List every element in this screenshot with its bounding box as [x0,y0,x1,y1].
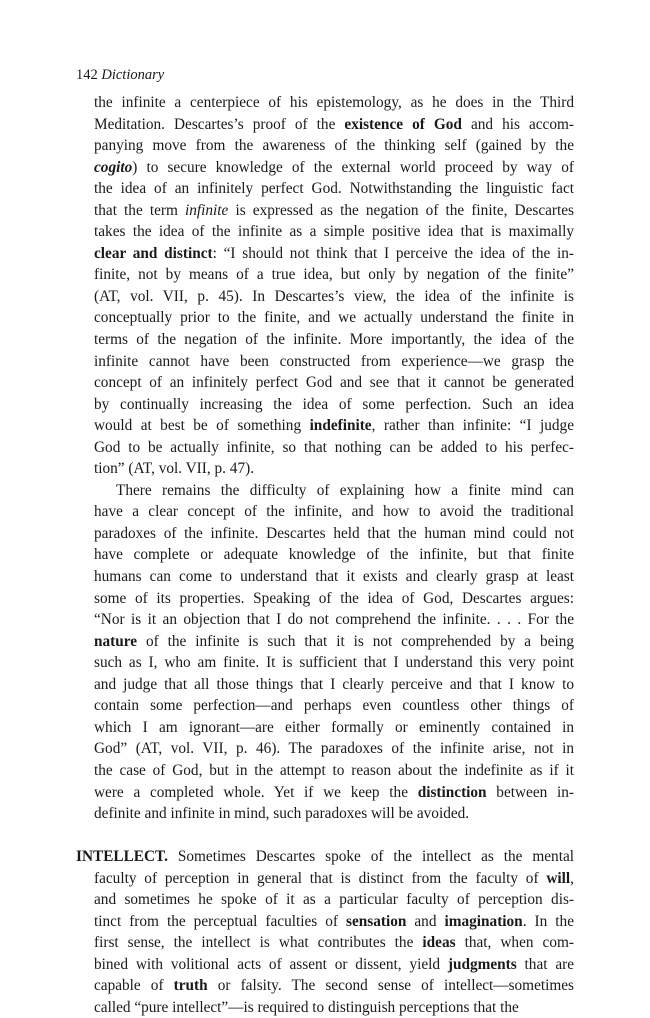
cross-reference-term: judgments [447,955,517,973]
text-line: definite and infinite in mind, such paradoxes will be avoided. [94,805,470,823]
text-line: called “pure intellect”—is required to distinguish perceptions that the [94,998,519,1016]
page-number: 142 [76,67,98,83]
text-line: nature of the infinite is such that it is not comprehended by a being [94,632,574,650]
running-head [76,66,164,84]
entry-infinite-paragraph-1 [94,92,574,480]
text-line: clear and distinct: “I should not think that I perceive the idea of the in- [94,244,574,262]
cross-reference-term: ideas [422,934,456,952]
text-line: humans can come to understand that it exists and clearly grasp at least [94,568,574,586]
text-line: contain some perfection—and perhaps even countless other things of [94,697,574,715]
text-line: some of its properties. Speaking of the idea of God, Descartes argues: [94,589,574,607]
entry-gap [94,825,574,847]
text-line: the idea of an infinitely perfect God. Notwithstanding the linguistic fact [94,180,574,198]
running-head-title: Dictionary [101,67,165,83]
text-line: infinite cannot have been constructed from experience—we grasp the [94,352,574,370]
text-line: God to be actually infinite, so that nothing can be added to his perfec- [94,438,574,456]
entry-headword: INTELLECT. [76,848,168,866]
cross-reference-term: clear and distinct [94,244,213,262]
text-line: conceptually prior to the finite, and we actually understand the finite in [94,309,574,327]
text-line: (AT, vol. VII, p. 45). In Descartes’s view, the idea of the infinite is [94,287,574,305]
text-line: faculty of perception in general that is distinct from the faculty of will, [94,869,574,887]
text-line: takes the idea of the infinite as a simple positive idea that is maximally [94,223,574,241]
text-line: capable of truth or falsity. The second sense of intellect—sometimes [94,977,574,995]
cross-reference-term: sensation [346,912,407,930]
text-line: tion” (AT, vol. VII, p. 47). [94,460,255,478]
page-body [76,92,575,1018]
cross-reference-term: indefinite [309,417,372,435]
cross-reference-term: nature [94,632,138,650]
text-line: cogito) to secure knowledge of the external world proceed by way of [94,158,574,176]
text-line: such as I, who am finite. It is sufficient that I understand this very point [94,654,574,672]
text-line: would at best be of something indefinite, rather than infinite: “I judge [94,417,574,435]
cross-reference-term: truth [173,977,208,995]
text-line: first sense, the intellect is what contributes the ideas that, when com- [94,934,574,952]
cross-reference-term: cogito [94,158,133,176]
text-line: were a completed whole. Yet if we keep the distinction between in- [94,783,574,801]
text-line: concept of an infinitely perfect God and see that it cannot be generated [94,374,574,392]
text-line: tinct from the perceptual faculties of sensation and imagination. In the [94,912,574,930]
text-line: panying move from the awareness of the thinking self (gained by the [94,137,574,155]
text-line: paradoxes of the infinite. Descartes held that the human mind could not [94,524,574,542]
entry-intellect [76,846,574,1018]
text-line: that the term infinite is expressed as the negation of the finite, Descartes [94,201,575,219]
text-line: INTELLECT. Sometimes Descartes spoke of the intellect as the mental [76,848,574,866]
text-line: bined with volitional acts of assent or dissent, yield judgments that are [94,955,574,973]
emphasized-term: infinite [185,201,229,219]
text-line: which I am ignorant—are either formally or eminently contained in [94,718,574,736]
text-line: have a clear concept of the infinite, and how to avoid the traditional [94,503,574,521]
entry-infinite-paragraph-2 [94,480,574,825]
text-line: There remains the difficulty of explaining how a finite mind can [116,481,574,499]
cross-reference-term: will [546,869,571,887]
text-line: by continually increasing the idea of some perfection. Such an idea [94,395,574,413]
text-line: terms of the negation of the infinite. More importantly, the idea of the [94,331,574,349]
text-line: the infinite a centerpiece of his epistemology, as he does in the Third [94,94,574,111]
text-line: and sometimes he spoke of it as a particular faculty of perception dis- [94,891,574,909]
text-line: have complete or adequate knowledge of the infinite, but that finite [94,546,574,564]
text-line: “Nor is it an objection that I do not comprehend the infinite. . . . For the [94,611,574,629]
text-line: the case of God, but in the attempt to reason about the indefinite as if it [94,761,574,779]
text-line: and judge that all those things that I clearly perceive and that I know to [94,675,574,693]
cross-reference-term: imagination [444,912,523,930]
text-line: finite, not by means of a true idea, but only by negation of the finite” [94,266,574,284]
text-line: Meditation. Descartes’s proof of the existence of God and his accom- [94,115,574,133]
cross-reference-term: distinction [417,783,487,801]
text-line: God” (AT, vol. VII, p. 46). The paradoxes of the infinite arise, not in [94,740,574,758]
cross-reference-term: existence of God [344,115,462,133]
